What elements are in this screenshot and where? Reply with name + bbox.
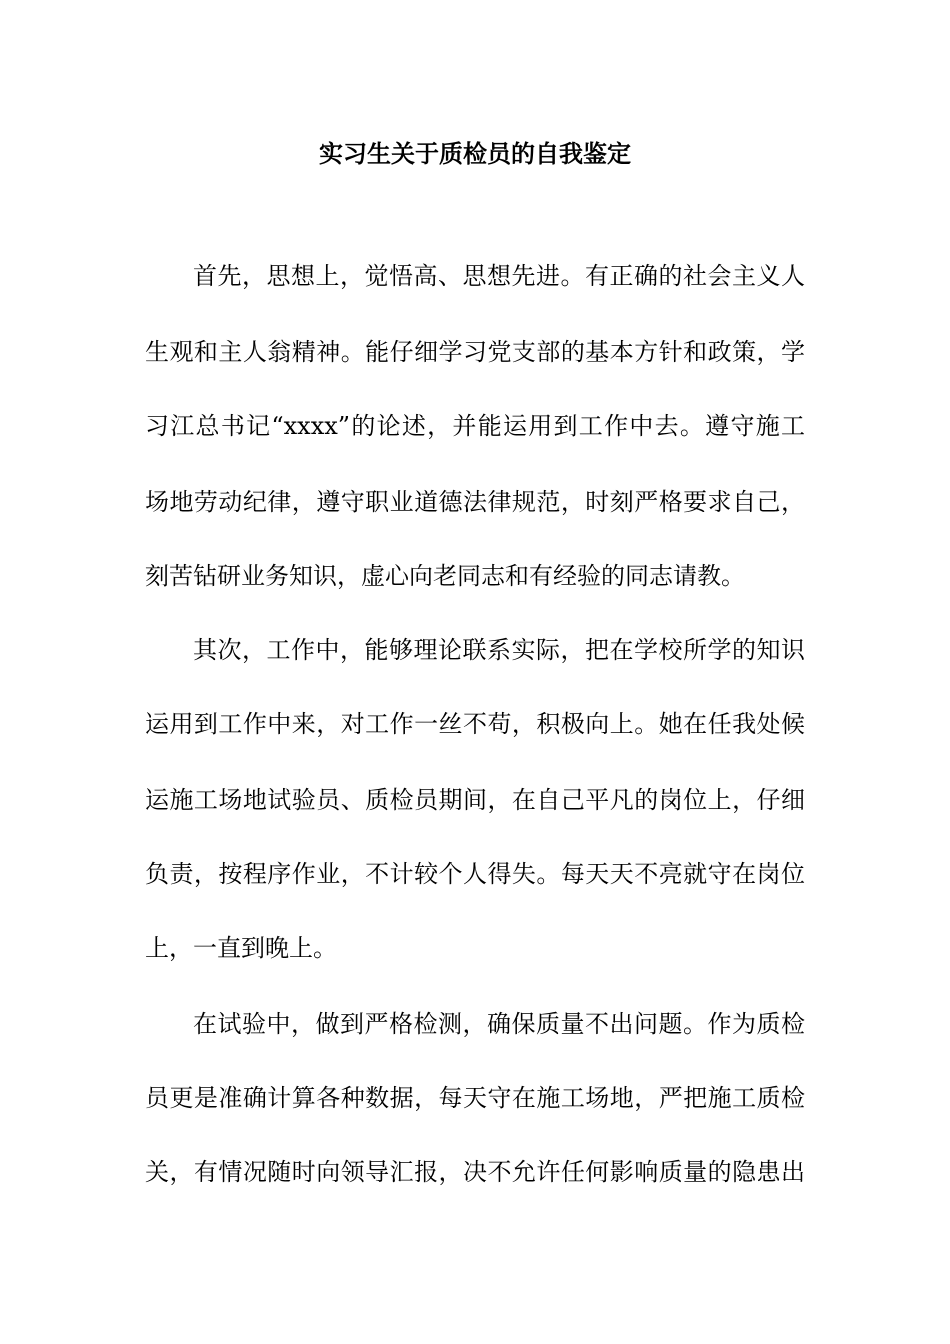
paragraph-line: 习江总书记“xxxx”的论述，并能运用到工作中去。遵守施工 [145, 412, 805, 440]
paragraph-line: 运用到工作中来，对工作一丝不苟，积极向上。她在任我处候 [145, 710, 805, 738]
paragraph-line: 其次，工作中，能够理论联系实际，把在学校所学的知识 [193, 636, 805, 664]
document-title: 实习生关于质检员的自我鉴定 [319, 139, 631, 168]
paragraph-line: 场地劳动纪律，遵守职业道德法律规范，时刻严格要求自己， [145, 488, 805, 516]
paragraph-line: 刻苦钻研业务知识，虚心向老同志和有经验的同志请教。 [145, 562, 745, 590]
paragraph-line: 在试验中，做到严格检测，确保质量不出问题。作为质检 [193, 1010, 805, 1038]
paragraph-line: 负责，按程序作业，不计较个人得失。每天天不亮就守在岗位 [145, 860, 805, 888]
paragraph-line: 首先，思想上，觉悟高、思想先进。有正确的社会主义人 [193, 262, 805, 290]
paragraph-line: 上，一直到晚上。 [145, 934, 337, 962]
paragraph-line: 运施工场地试验员、质检员期间，在自己平凡的岗位上，仔细 [145, 786, 805, 814]
paragraph-line: 关，有情况随时向领导汇报，决不允许任何影响质量的隐患出 [145, 1158, 805, 1186]
paragraph-line: 员更是准确计算各种数据，每天守在施工场地，严把施工质检 [145, 1084, 805, 1112]
paragraph-line: 生观和主人翁精神。能仔细学习党支部的基本方针和政策，学 [145, 338, 805, 366]
